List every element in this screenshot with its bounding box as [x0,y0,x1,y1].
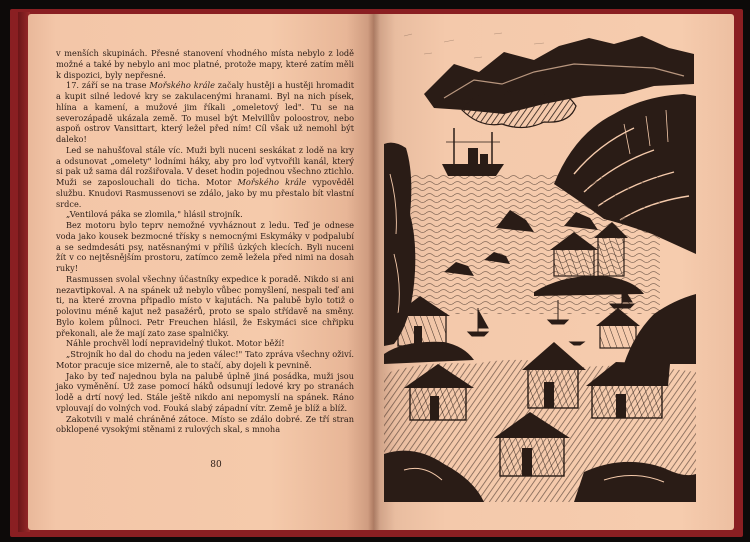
paragraph-1: v menších skupinách. Přesné stanovení vhodného místa nebylo z lodě možné a také by nebylo ani moc platné, protože mapy, které zatím měli k dispozici, byly nepřesné. [56,48,354,80]
paragraph-7: Náhle prochvěl lodí nepravidelný tlukot. Motor běží! [66,338,285,349]
paragraph-4: „Ventilová páka se zlomila," hlásil strojník. [66,209,243,220]
paragraph-8: „Strojník ho dal do chodu na jeden válec!" Tato zpráva všechny oživí. Motor pracuje sice mizerně, ale to stačí, aby dojeli k pevnině. [56,349,354,370]
paragraph-10: Zakotvili v malé chráněné zátoce. Místo se zdálo dobré. Ze tří stran obklopené vysokými stěnami z rulových skal, s mnoha [56,413,354,435]
woodcut-illustration [384,24,696,502]
paragraph-5: Bez motoru bylo teprv nemožné vyvháznout z ledu. Teď je odnese voda jako kousek bezmocné třísky s nemocnými Eskymáky v podpalubí a se sedmdesáti psy, natěsnanými v příliš úzkých klecích. Byli nuceni žít v co nejtěsnějším prostoru, zatímco země ležela před nimi na dosah ruky! [56,220,354,273]
ship-name-italic: Mořského krále [237,177,307,187]
paragraph-9: Jako by teď najednou byla na palubě úplně jiná posádka, muži jsou jako vyměnění. Už zase pomocí háků odsunují ledové kry po stranách lodě a drtí nový led. Stále ještě nikdo ani nepomyslí na spánek. Ráno vplouvají do volných vod. Fouká slabý západní vítr. Země je blíž a blíž. [56,370,354,413]
sky-texture [404,33,544,58]
paragraph-6: Rasmussen svolal všechny účastníky expedice k poradě. Nikdo si ani nezavtipkoval. A na spánek už nebylo vůbec pomyšlení, nespali teď ani ti, na které zrovna připadlo místo v kajutách. Na palubě bylo totiž o polovinu méně kajut než pasažérů, proto se spalo střídavě na směny. Bylo kolem půlnoci. Petr Freuchen hlásil, že Eskymáci sice chřipku překonali, ale že mají zato zase spalničky. [56,273,354,338]
paragraph-3: Led se nahušťoval stále víc. Muži byli nuceni seskákat z lodě na kry a odsunovat „omelety" lodními háky, aby pro loď vytvořili kanál, který si pak už sama dál rozšiřovala. V deset hodin pojednou všechno ztichlo. Muži se zaposlouchali do ticha. Motor Mořského krále vypověděl službu. Knudovi Rasmussenovi se zdálo, jako by mu přestalo bít vlastní srdce. [56,144,355,209]
page-text [56,48,354,435]
book-gutter [368,14,380,530]
illustration-svg [384,24,696,502]
steamship [442,128,504,176]
page-number: 80 [210,460,222,470]
paragraph-2: 17. září se na trase Mořského krále začaly hustěji a hustěji hromadit a kupit silné ledové kry se zakulacenými hranami. Byl na nich písek, hlína a kamení, a mužové jim říkali „omeletový led". Tu se na severozápadě ukázala země. To musel být Melvillův poloostrov, nebo aspoň ostrov Vansittart, který ležel před ním! Cíl však už nemohl být daleko! [56,80,354,144]
ship-name-italic: Mořského krále [149,80,215,91]
